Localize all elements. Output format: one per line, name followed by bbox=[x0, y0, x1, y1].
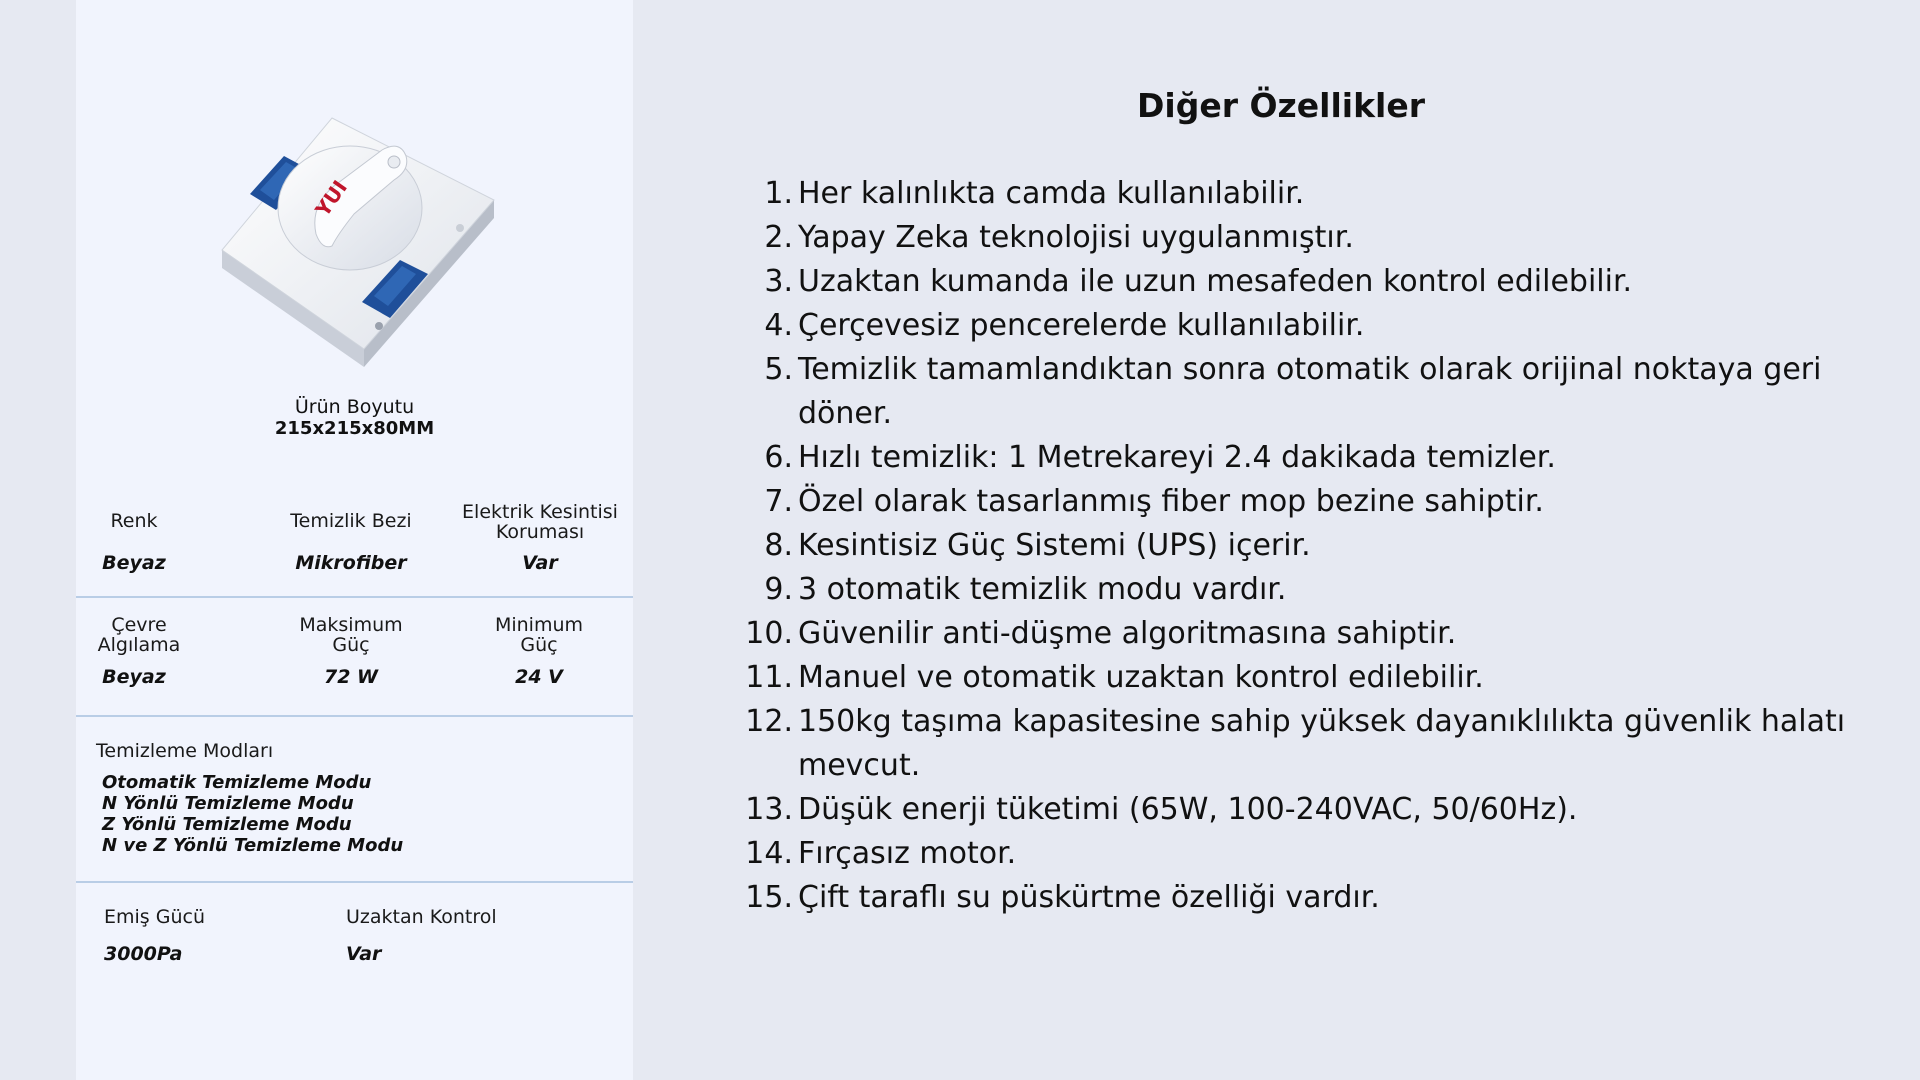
feature-item bbox=[745, 260, 1865, 304]
features-title: Diğer Özellikler bbox=[1137, 86, 1425, 125]
spec-value: 72 W bbox=[323, 666, 378, 688]
spec-value: Var bbox=[522, 552, 558, 574]
spec-cleaning-cloth bbox=[266, 512, 436, 532]
feature-text: Her kalınlıkta camda kullanılabilir. bbox=[798, 176, 1305, 211]
feature-item bbox=[745, 612, 1865, 656]
feature-number: 13. bbox=[745, 792, 793, 827]
product-size-value: 215x215x80MM bbox=[274, 418, 435, 439]
spec-remote-control bbox=[346, 908, 497, 928]
feature-item bbox=[745, 700, 1865, 788]
feature-text: Manuel ve otomatik uzaktan kontrol edilebilir. bbox=[798, 660, 1484, 695]
product-size-label: Ürün Boyutu bbox=[294, 396, 415, 418]
spec-environment-value-wrap bbox=[84, 668, 184, 688]
spec-min-power bbox=[474, 616, 604, 656]
feature-item bbox=[745, 348, 1865, 436]
features-list bbox=[745, 172, 1865, 920]
feature-number: 9. bbox=[764, 572, 793, 607]
feature-number: 2. bbox=[764, 220, 793, 255]
feature-text: Temizlik tamamlandıktan sonra otomatik olarak orijinal noktaya geri döner. bbox=[798, 352, 1822, 431]
feature-number: 12. bbox=[745, 704, 793, 739]
divider bbox=[76, 715, 633, 717]
cleaning-mode-item: N ve Z Yönlü Temizleme Modu bbox=[102, 835, 404, 856]
spec-color bbox=[84, 512, 184, 532]
feature-text: Kesintisiz Güç Sistemi (UPS) içerir. bbox=[798, 528, 1311, 563]
spec-max-power bbox=[286, 616, 416, 656]
spec-label: Minimum Güç bbox=[494, 614, 584, 656]
spec-suction-value-wrap bbox=[104, 945, 182, 965]
spec-suction-power bbox=[104, 908, 205, 928]
divider bbox=[76, 881, 633, 883]
feature-item bbox=[745, 436, 1865, 480]
spec-value: 3000Pa bbox=[104, 943, 183, 965]
feature-item bbox=[745, 524, 1865, 568]
feature-item bbox=[745, 568, 1865, 612]
spec-power-outage-protection bbox=[454, 503, 626, 543]
feature-text: Uzaktan kumanda ile uzun mesafeden kontrol edilebilir. bbox=[798, 264, 1633, 299]
spec-cleaning-cloth-value-wrap bbox=[266, 554, 436, 574]
spec-label: Renk bbox=[110, 510, 158, 532]
feature-number: 4. bbox=[764, 308, 793, 343]
brand-logo: YUI bbox=[310, 175, 352, 221]
spec-value: 24 V bbox=[515, 666, 563, 688]
feature-number: 3. bbox=[764, 264, 793, 299]
feature-item bbox=[745, 832, 1865, 876]
feature-text: Hızlı temizlik: 1 Metrekareyi 2.4 dakikada temizler. bbox=[798, 440, 1556, 475]
window-robot-image bbox=[214, 110, 504, 380]
spec-label: Elektrik Kesintisi Koruması bbox=[462, 501, 618, 543]
spec-color-value-wrap bbox=[84, 554, 184, 574]
feature-item bbox=[745, 304, 1865, 348]
feature-item bbox=[745, 172, 1865, 216]
spec-label: Uzaktan Kontrol bbox=[346, 906, 497, 928]
feature-number: 1. bbox=[764, 176, 793, 211]
cleaning-modes-title: Temizleme Modları bbox=[96, 740, 274, 762]
cleaning-modes-list bbox=[102, 772, 403, 856]
spec-value: Beyaz bbox=[102, 552, 166, 574]
feature-number: 11. bbox=[745, 660, 793, 695]
feature-item bbox=[745, 480, 1865, 524]
feature-number: 14. bbox=[745, 836, 793, 871]
feature-text: Güvenilir anti-düşme algoritmasına sahiptir. bbox=[798, 616, 1457, 651]
divider bbox=[76, 596, 633, 598]
feature-number: 10. bbox=[745, 616, 793, 651]
spec-value: Var bbox=[346, 943, 382, 965]
feature-text: Yapay Zeka teknolojisi uygulanmıştır. bbox=[798, 220, 1354, 255]
feature-text: Çift taraflı su püskürtme özelliği vardır. bbox=[798, 880, 1380, 915]
spec-min-power-value-wrap bbox=[474, 668, 604, 688]
spec-environment-sensing bbox=[84, 616, 194, 656]
feature-item bbox=[745, 876, 1865, 920]
spec-power-outage-value-wrap bbox=[454, 554, 626, 574]
feature-item bbox=[745, 788, 1865, 832]
feature-number: 5. bbox=[764, 352, 793, 387]
spec-remote-value-wrap bbox=[346, 945, 381, 965]
cleaning-mode-item: N Yönlü Temizleme Modu bbox=[102, 793, 354, 814]
feature-item bbox=[745, 656, 1865, 700]
feature-number: 8. bbox=[764, 528, 793, 563]
feature-item bbox=[745, 216, 1865, 260]
feature-text: Fırçasız motor. bbox=[798, 836, 1017, 871]
feature-number: 15. bbox=[745, 880, 793, 915]
feature-number: 7. bbox=[764, 484, 793, 519]
feature-text: Çerçevesiz pencerelerde kullanılabilir. bbox=[798, 308, 1365, 343]
spec-label: Maksimum Güç bbox=[299, 614, 403, 656]
feature-text: 150kg taşıma kapasitesine sahip yüksek dayanıklılıkta güvenlik halatı mevcut. bbox=[798, 704, 1846, 783]
specs-panel bbox=[76, 0, 633, 1080]
cleaning-mode-item: Z Yönlü Temizleme Modu bbox=[102, 814, 352, 835]
spec-label: Çevre Algılama bbox=[97, 614, 181, 656]
feature-text: 3 otomatik temizlik modu vardır. bbox=[798, 572, 1287, 607]
spec-max-power-value-wrap bbox=[286, 668, 416, 688]
feature-text: Özel olarak tasarlanmış fiber mop bezine sahiptir. bbox=[798, 484, 1544, 519]
spec-value: Beyaz bbox=[102, 666, 166, 688]
cleaning-mode-item: Otomatik Temizleme Modu bbox=[102, 772, 372, 793]
spec-label: Emiş Gücü bbox=[104, 906, 205, 928]
feature-text: Düşük enerji tüketimi (65W, 100-240VAC, 50/60Hz). bbox=[798, 792, 1578, 827]
spec-value: Mikrofiber bbox=[295, 552, 407, 574]
feature-number: 6. bbox=[764, 440, 793, 475]
spec-label: Temizlik Bezi bbox=[290, 510, 412, 532]
